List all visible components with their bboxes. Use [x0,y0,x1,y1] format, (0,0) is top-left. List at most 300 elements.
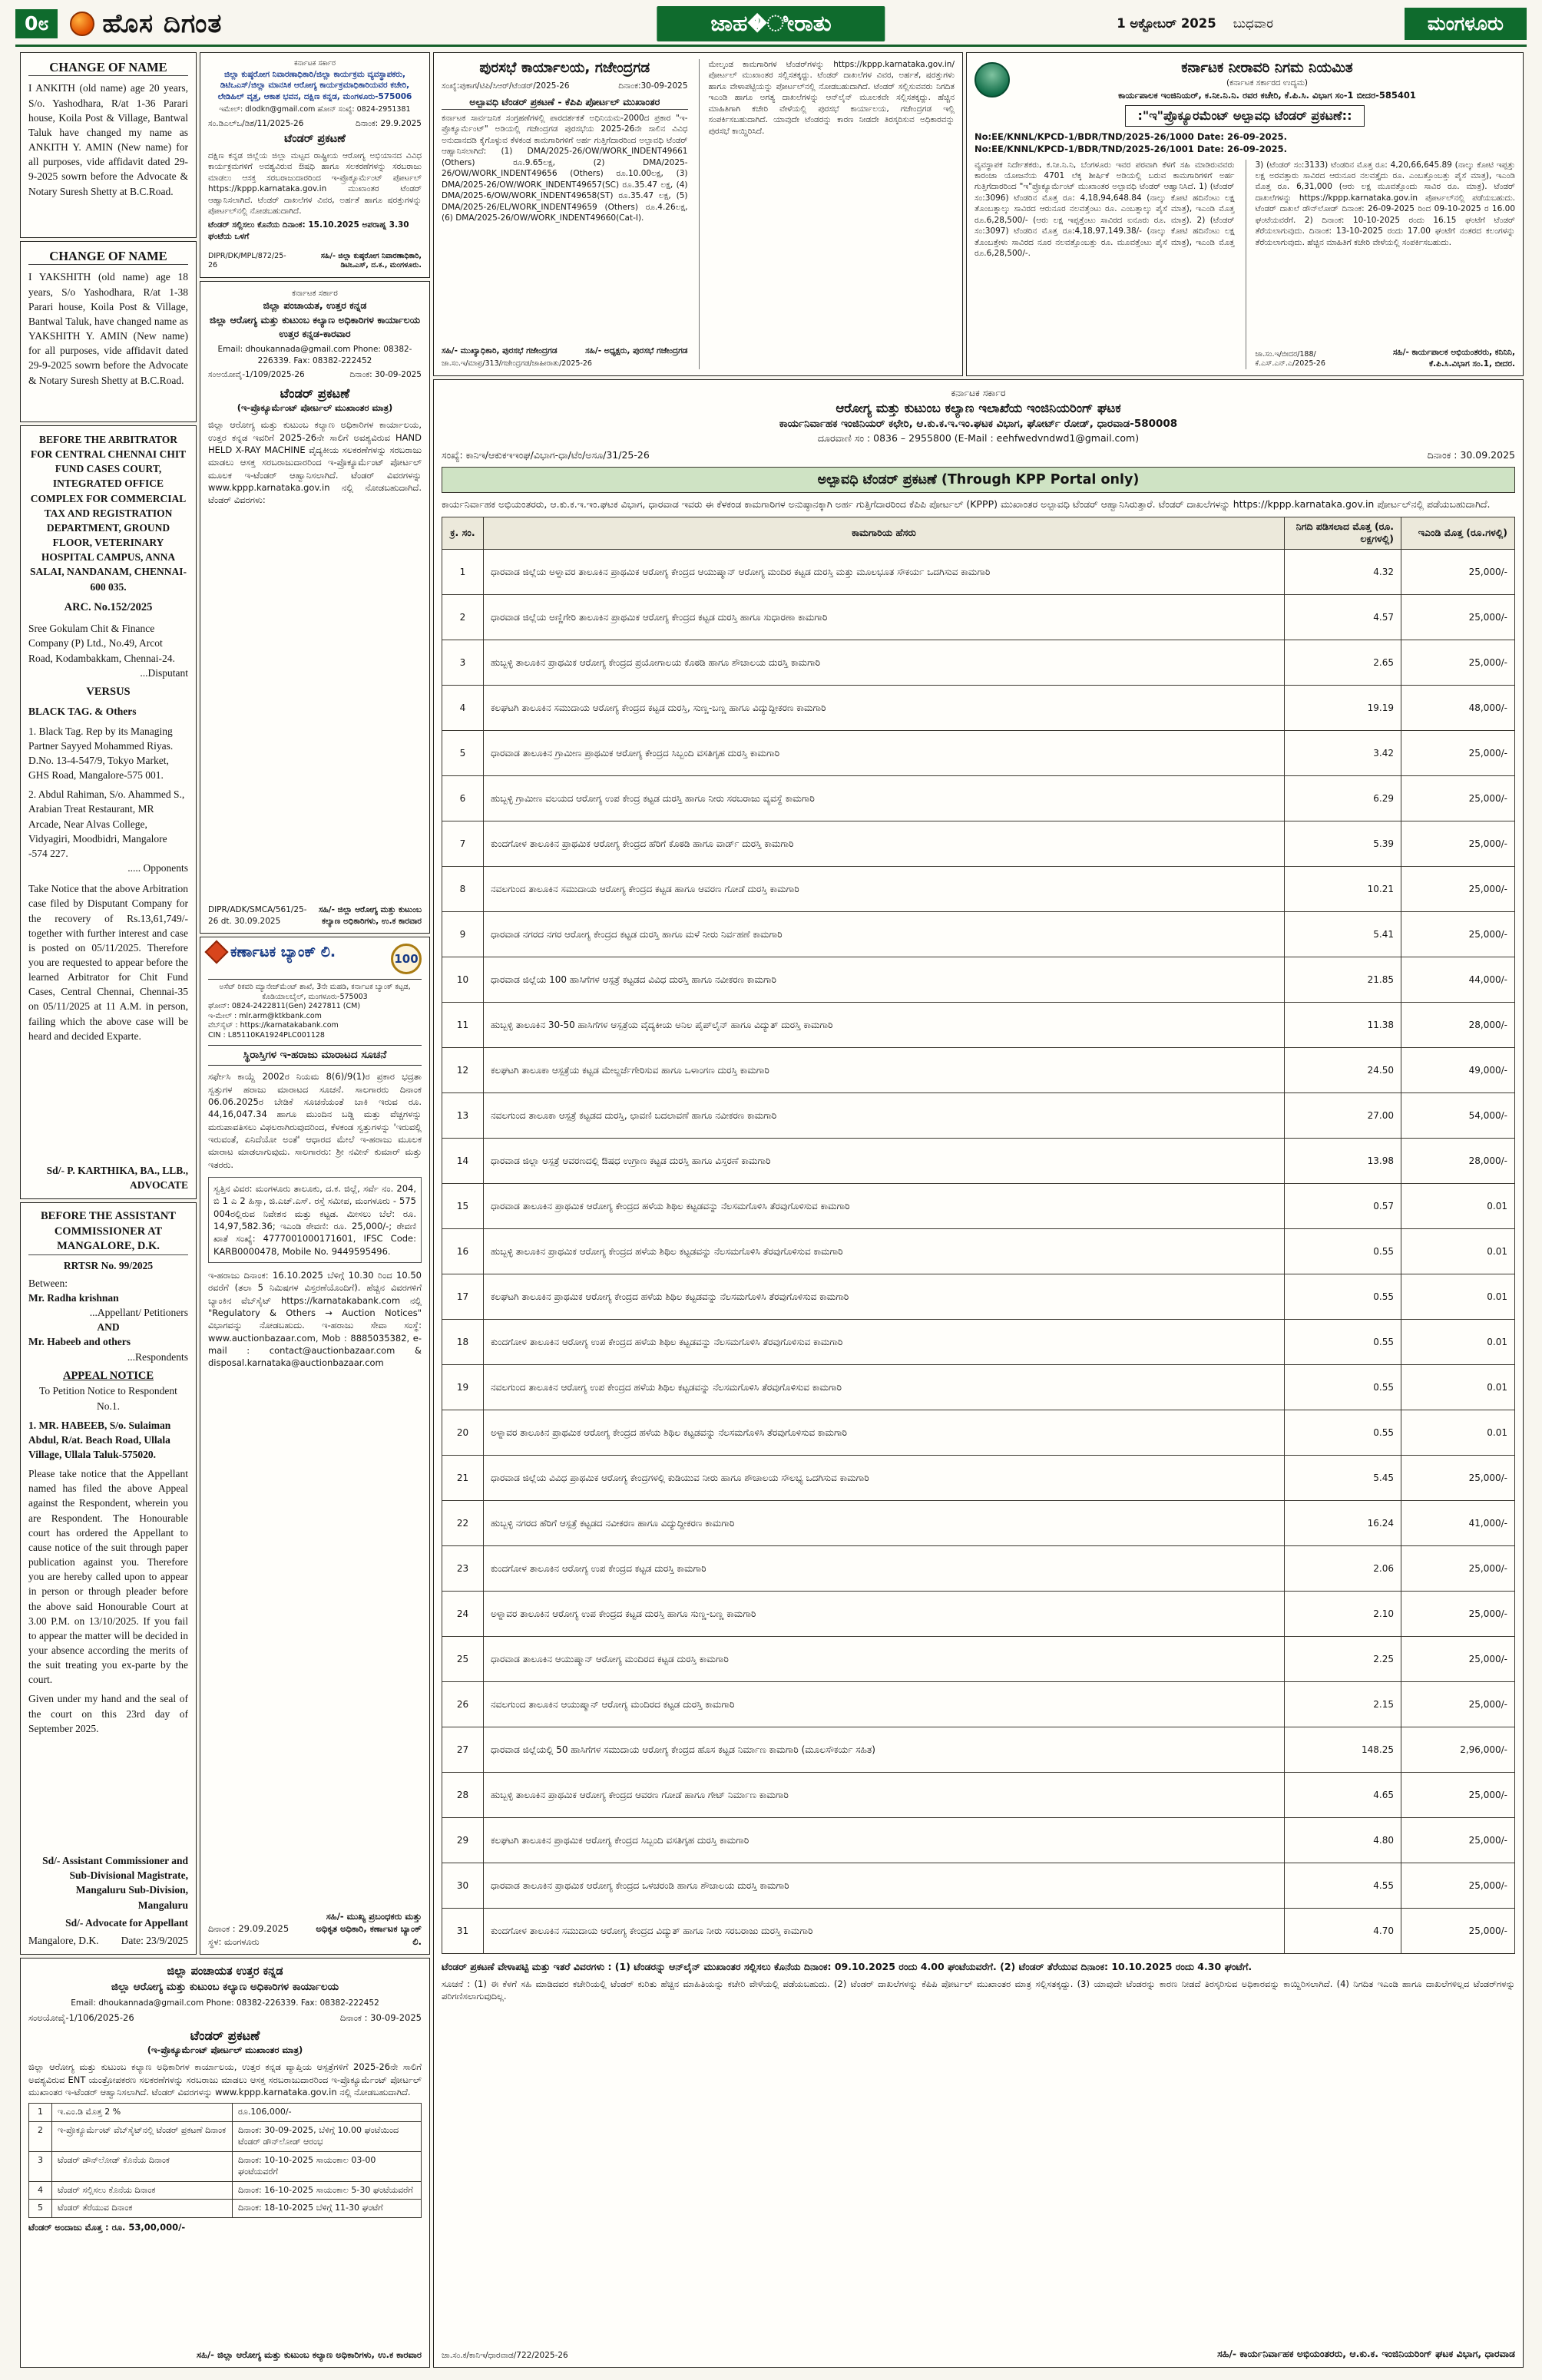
tender-schedule-row [29,2151,422,2181]
work-description: ಧಾರವಾಡ ತಾಲೂಕಿನ ಪ್ರಾಥಮಿಕ ಆರೋಗ್ಯ ಕೇಂದ್ರದ ಒಳಚರಂಡಿ ಹಾಗೂ ಶೌಚಾಲಯ ದುರಸ್ತಿ ಕಾಮಗಾರಿ [484,1863,1285,1909]
auction-heading: ಸ್ಥಿರಾಸ್ತಿಗಳ ಇ-ಹರಾಜು ಮಾರಾಟದ ಸೂಚನೆ [208,1045,422,1066]
opponents-tag: ..... Opponents [127,862,188,874]
corporation-name: ಕರ್ನಾಟಕ ನೀರಾವರಿ ನಿಗಮ ನಿಯಮಿತ [1181,60,1353,76]
work-amount: 24.50 [1285,1048,1401,1093]
work-amount: 2.06 [1285,1546,1401,1592]
tender-subheading: ಅಲ್ಪಾವಧಿ ಟೆಂಡರ್ ಪ್ರಕಟಣೆ - ಕೆಪಿಪಿ ಪೋರ್ಟಲ್ ಮುಖಾಂತರ [442,95,688,110]
masthead-title: ಹೊಸ ದಿಗಂತ [102,8,223,39]
appeal-subheading: To Petition Notice to Respondent No.1. [39,1385,177,1412]
work-description: ಧಾರವಾಡ ಜಿಲ್ಲೆಯ 100 ಹಾಸಿಗೆಗಳ ಆಸ್ಪತ್ರೆ ಕಟ್ಟಡದ ವಿವಿಧ ದುರಸ್ತಿ ಹಾಗೂ ನವೀಕರಣ ಕಾಮಗಾರಿ [484,957,1285,1003]
work-emd: 25,000/- [1401,1818,1515,1863]
notice-title: CHANGE OF NAME [28,59,188,76]
row-number: 4 [29,2181,52,2200]
work-amount: 19.19 [1285,686,1401,731]
works-table-body [442,550,1515,1954]
signature: ಸಹಿ/- ಕಾರ್ಯಪಾಲಕ ಅಭಿಯಂತರರು, ಕನಿನಿನಿ, ಕೆ.ಪಿ.ಸಿ.ವಿಭಾಗ ಸಂ.1, ಬೀದರ. [1392,348,1515,369]
works-table-row [442,1456,1515,1501]
work-emd: 0.01 [1401,1229,1515,1274]
work-description: ಕಲಘಟಗಿ ತಾಲೂಕಿನ ಸಮುದಾಯ ಆರೋಗ್ಯ ಕೇಂದ್ರದ ಕಟ್ಟಡ ದುರಸ್ತಿ, ಸುಣ್ಣ-ಬಣ್ಣ ಹಾಗೂ ವಿದ್ಯುದ್ದೀಕರಣ ಕಾಮಗಾರಿ [484,686,1285,731]
tender-subheading: (ಇ-ಪ್ರೊಕ್ಯೂರ್ಮೆಂಟ್ ಪೋರ್ಟಲ್ ಮುಖಾಂತರ ಮಾತ್ರ) [237,402,393,414]
office-heading: ಪುರಸಭೆ ಕಾರ್ಯಾಲಯ, ಗಜೇಂದ್ರಗಡ [479,60,650,76]
col-serial: ಕ್ರ. ಸಂ. [442,517,484,550]
bank-cin: CIN : L85110KA1924PLC001128 [208,1030,325,1040]
work-emd: 28,000/- [1401,1139,1515,1184]
ref-number: ಸಂ.ಡಿಎಲ್ಒ/ಡಿಶ/11/2025-26 [208,118,304,128]
works-table-row [442,686,1515,731]
work-description: ಧಾರವಾಡ ಜಿಲ್ಲಾ ಆಸ್ಪತ್ರೆ ಆವರಣದಲ್ಲಿ ಔಷಧ ಉಗ್ರಾಣ ಕಟ್ಟಡ ದುರಸ್ತಿ ಹಾಗೂ ವಿಸ್ತರಣೆ ಕಾಮಗಾರಿ [484,1139,1285,1184]
edition-date: 1 ಅಕ್ಟೋಬರ್ 2025 [1117,16,1216,31]
work-serial: 30 [442,1863,484,1909]
notice-date: ದಿನಾಂಕ : 30.09.2025 [1427,449,1515,461]
signature-chief-officer: ಸಹಿ/- ಮುಖ್ಯಾಧಿಕಾರಿ, ಪುರಸಭೆ ಗಜೇಂದ್ರಗಡ [442,345,558,355]
work-description: ಧಾರವಾಡ ಜಿಲ್ಲೆಯಲ್ಲಿ 50 ಹಾಸಿಗೆಗಳ ಸಮುದಾಯ ಆರೋಗ್ಯ ಕೇಂದ್ರದ ಹೊಸ ಕಟ್ಟಡ ನಿರ್ಮಾಣ ಕಾಮಗಾರಿ (ಮೂಲಸೌಕರ್ಯ ಸಹಿತ) [484,1727,1285,1773]
corporation-subtitle: (ಕರ್ನಾಟಕ ಸರ್ಕಾರದ ಉದ್ಯಮ) [1226,78,1308,88]
office-contact[interactable]: Email: dhoukannada@gmail.com Phone: 08382-226339. Fax: 08382-222452 [217,345,412,365]
tender-heading: ಟೆಂಡರ್ ಪ್ರಕಟಣೆ [190,2028,260,2043]
between-label: Between: [28,1277,68,1289]
work-amount: 4.55 [1285,1863,1401,1909]
col-work-name: ಕಾಮಗಾರಿಯ ಹೆಸರು [484,517,1285,550]
knnl-emblem-icon [975,62,1010,98]
work-serial: 21 [442,1456,484,1501]
work-description: ನವಲಗುಂದ ತಾಲೂಕಿನ ಆರೋಗ್ಯ ಉಪ ಕೇಂದ್ರದ ಹಳೆಯ ಶಿಥಿಲ ಕಟ್ಟಡವನ್ನು ನೆಲಸಮಗೊಳಿಸಿ ತೆರವುಗೊಳಿಸುವ ಕಾಮಗಾರಿ [484,1365,1285,1410]
bank-email[interactable]: ಇ-ಮೇಲ್ : mlr.arm@ktkbank.com [208,1011,322,1020]
tender-subheading: (ಇ-ಪ್ರೊಕ್ಯೂರ್ಮೆಂಟ್ ಪೋರ್ಟಲ್ ಮುಖಾಂತರ ಮಾತ್ರ) [147,2044,303,2055]
ref-number: ಸಂಖ್ಯೆ:ಪುಕಾಗ/ಟಿಪಿ/ಸಿಆರ್/ಟೆಂಡರ್/2025-26 [442,81,570,91]
notice-date: ದಿನಾಂಕ:30-09-2025 [618,81,688,91]
govt-line: ಕರ್ನಾಟಕ ಸರ್ಕಾರ [292,289,338,298]
signature: ಸಹಿ/- ಜಿಲ್ಲಾ ಕುಷ್ಠರೋಗ ನಿವಾರಣಾಧಿಕಾರಿ, ಡಿಟಿಒಎಸ್, ದ.ಕ., ಮಂಗಳೂರು. [320,251,422,270]
works-table-head [442,517,1515,550]
row-description: ಟೆಂಡರ್ ಡೌನ್‌ಲೋಡ್ ಕೊನೆಯ ದಿನಾಂಕ [52,2151,233,2181]
work-amount: 5.39 [1285,821,1401,867]
work-amount: 4.65 [1285,1773,1401,1818]
work-amount: 0.55 [1285,1320,1401,1365]
office-address: ಕಾರ್ಯನಿರ್ವಾಹಕ ಇಂಜಿನಿಯರ್ ಕಛೇರಿ, ಆ.ಕು.ಕ.ಇ.ಇಂ.ಘಟಕ ವಿಭಾಗ, ಘೋರ್ಟ್ ರೋಡ್, ಧಾರವಾಡ-580008 [779,417,1178,430]
notice-body: I YAKSHITH (old name) age 18 years, S/o Yashodhara, R/at 1-38 Parari house, Koila Post & Village, Bantwal Taluk, have changed name as YAKSHITH Y. AMIN (New name) for all purposes, vide affidavit dated 29-9-2025 sowrn before the Advocate & Notary Suresh Shetty at B.C.Road. [28,271,188,386]
court-title: BEFORE THE ASSISTANT COMMISSIONER AT MANGALORE, D.K. [28,1209,188,1255]
work-amount: 13.98 [1285,1139,1401,1184]
date: Date: 23/9/2025 [121,1934,188,1946]
work-emd: 25,000/- [1401,1592,1515,1637]
work-amount: 2.65 [1285,640,1401,686]
notice-title: CHANGE OF NAME [28,248,188,265]
work-emd: 25,000/- [1401,640,1515,686]
disputant-tag: ...Disputant [140,666,188,679]
dharwad-engineering-tender-notice [433,379,1524,2368]
work-description: ಕುಂದಗೋಳ ತಾಲೂಕಿನ ಪ್ರಾಥಮಿಕ ಆರೋಗ್ಯ ಕೇಂದ್ರದ ಹೆರಿಗೆ ಕೊಠಡಿ ಹಾಗೂ ವಾರ್ಡ್ ದುರಸ್ತಿ ಕಾಮಗಾರಿ [484,821,1285,867]
work-serial: 2 [442,595,484,640]
work-serial: 7 [442,821,484,867]
leprosy-office-tender-notice [200,52,430,278]
tender-heading: ಟೆಂಡರ್ ಪ್ರಕಟಣೆ [280,385,350,401]
work-serial: 26 [442,1682,484,1727]
works-table [442,517,1515,1955]
bank-name: ಕರ್ಣಾಟಕ ಬ್ಯಾಂಕ್ ಲಿ. [230,944,336,960]
auction-body-1: ಸರ್ಫೇಸಿ ಕಾಯ್ದೆ 2002ರ ನಿಯಮ 8(6)/9(1)ರ ಪ್ರಕಾರ ಭದ್ರತಾ ಸ್ವತ್ತುಗಳ ಹರಾಜು ಮಾರಾಟದ ಸೂಚನೆ. ಸಾಲಗಾರರು ದಿನಾಂಕ 06.06.2025ರ ಬೇಡಿಕೆ ಸೂಚನೆಯಂತೆ ಬಾಕಿ ಇರುವ ರೂ. 44,16,047.34 ಹಾಗೂ ಮುಂದಿನ ಬಡ್ಡಿ ಮತ್ತು ವೆಚ್ಚಗಳನ್ನು ಮರುಪಾವತಿಸಲು ವಿಫಲರಾಗಿರುವುದರಿಂದ, ಕೆಳಕಂಡ ಸ್ವತ್ತುಗಳನ್ನು 'ಇರುವಲ್ಲಿ ಇರುವಂತೆ, ಏನಿದೆಯೋ ಅಂತೆ' ಆಧಾರದ ಮೇಲೆ ಇ-ಹರಾಜು ಮೂಲಕ ಮಾರಾಟ ಮಾಡಲಾಗುವುದು. ಸಾಲಗಾರರು: ಶ್ರೀ ನವೀನ್ ಕುಮಾರ್ ಮತ್ತು ಇತರರು. [208,1071,422,1170]
work-amount: 4.32 [1285,550,1401,595]
work-amount: 0.55 [1285,1365,1401,1410]
work-description: ಹುಬ್ಬಳ್ಳಿ ತಾಲೂಕಿನ 30-50 ಹಾಸಿಗೆಗಳ ಆಸ್ಪತ್ರೆಯ ವೈದ್ಯಕೀಯ ಅನಿಲ ಪೈಪ್‌ಲೈನ್ ಹಾಗೂ ವಿದ್ಯುತ್ ದುರಸ್ತಿ ಕಾಮಗಾರಿ [484,1003,1285,1048]
opponent-1: 1. Black Tag. Rep by its Managing Partner Sayyed Mohammed Riyas. D.No. 13-4-547/9, Tokyo Market, GHS Road, Mangalore-575 001. [28,725,174,782]
work-emd: 25,000/- [1401,1909,1515,1954]
tender-body: ಜಿಲ್ಲಾ ಆರೋಗ್ಯ ಮತ್ತು ಕುಟುಂಬ ಕಲ್ಯಾಣ ಅಧಿಕಾರಿಗಳ ಕಾರ್ಯಾಲಯ, ಉತ್ತರ ಕನ್ನಡ ಇವರಿಗೆ 2025-26ನೇ ಸಾಲಿಗೆ ಅವಶ್ಯವಿರುವ HAND HELD X-RAY MACHINE ವೈದ್ಯಕೀಯ ಸಲಕರಣೆಗಳನ್ನು ಸರಬರಾಜು ಮಾಡಲು ಆಸಕ್ತ ಸರಬರಾಜುದಾರರಿಂದ ಇ-ಪ್ರೊಕ್ಯೂರ್ಮೆಂಟ್ ಪೋರ್ಟಲ್ ಮೂಲಕ ಇ-ಟೆಂಡರ್ ಆಹ್ವಾನಿಸಲಾಗಿದೆ. ಟೆಂಡರ್ ವಿವರಗಳನ್ನು www.kppp.karnataka.gov.in ನಲ್ಲಿ ನೋಡಬಹುದಾಗಿದೆ. ಟೆಂಡರ್ ವಿವರಗಳು: [208,419,422,506]
ent-equipment-tender-notice [20,1958,430,2368]
work-serial: 9 [442,912,484,957]
ref-number: ಸಂಖ್ಯೆ: ಕಾನಿಇ/ಆಕುಕಇಇಂಘ/ವಿಭಾಗ-ಧಾ/ಟೆಂ/ಅಸೂ/31/25-26 [442,449,650,461]
work-amount: 4.70 [1285,1909,1401,1954]
case-number: ARC. No.152/2025 [64,600,153,613]
work-amount: 3.42 [1285,731,1401,776]
office-contact[interactable]: Email: dhoukannada@gmail.com Phone: 08382-226339. Fax: 08382-222452 [71,1998,379,2008]
arbitrator-court-notice [20,425,197,1199]
work-emd: 0.01 [1401,1320,1515,1365]
work-amount: 0.55 [1285,1410,1401,1456]
row-description: ಇ-ಪ್ರೊಕ್ಯೂರ್ಮೆಂಟ್ ವೆಬ್‌ಸೈಟ್‌ನಲ್ಲಿ ಟೆಂಡರ್ ಪ್ರಕಟಣೆ ದಿನಾಂಕ [52,2122,233,2152]
work-serial: 13 [442,1093,484,1139]
auction-date: ದಿನಾಂಕ : 29.09.2025 [208,1923,290,1935]
work-serial: 17 [442,1274,484,1320]
office-address: ಕಾರ್ಯಪಾಲಕ ಇಂಜಿನಿಯರ್, ಕ.ನೀ.ನಿ.ನಿ. ರವರ ಕಚೇರಿ, ಕೆ.ಪಿ.ಸಿ. ವಿಭಾಗ ಸಂ-1 ಬೀದರ-585401 [1118,89,1416,101]
work-emd: 25,000/- [1401,1863,1515,1909]
col-emd: ಇಎಂಡಿ ಮೊತ್ತ (ರೂ.ಗಳಲ್ಲಿ) [1401,517,1515,550]
signature: ಸಹಿ/- ಜಿಲ್ಲಾ ಆರೋಗ್ಯ ಮತ್ತು ಕುಟುಂಬ ಕಲ್ಯಾಣ ಅಧಿಕಾರಿಗಳು, ಉ.ಕ ಕಾರವಾರ [196,2349,422,2360]
tender-heading: :"ಇ"ಪ್ರೊಕ್ಯೂರಮೆಂಟ್ ಅಲ್ಪಾವಧಿ ಟೆಂಡರ್ ಪ್ರಕಟಣೆ:: [1125,105,1365,127]
work-emd: 0.01 [1401,1365,1515,1410]
bank-ad-header [208,944,422,980]
work-description: ಹುಬ್ಬಳ್ಳಿ ತಾಲೂಕಿನ ಪ್ರಾಥಮಿಕ ಆರೋಗ್ಯ ಕೇಂದ್ರದ ಆವರಣ ಗೋಡೆ ಹಾಗೂ ಗೇಟ್ ನಿರ್ಮಾಣ ಕಾಮಗಾರಿ [484,1773,1285,1818]
work-amount: 27.00 [1285,1093,1401,1139]
knnl-bidar-tender-notice [966,52,1524,376]
tender-intro: ಕಾರ್ಯನಿರ್ವಾಹಕ ಅಭಿಯಂತರರು, ಆ.ಕು.ಕ.ಇ.ಇಂ.ಘಟಕ ವಿಭಾಗ, ಧಾರವಾಡ ಇವರು ಈ ಕೆಳಕಂಡ ಕಾಮಗಾರಿಗಳ ಅನುಷ್ಠಾನಕ್ಕಾಗಿ ಅರ್ಹ ಗುತ್ತಿಗೆದಾರರಿಂದ ಕೆಪಿಪಿ ಪೋರ್ಟಲ್ (KPPP) ಮುಖಾಂತರ ಅಲ್ಪಾವಧಿ ಟೆಂಡರ್ ಆಹ್ವಾನಿಸಿರುತ್ತಾರೆ. ಟೆಂಡರ್ ದಾಖಲೆಗಳನ್ನು https://kppp.karnataka.gov.in ಪೋರ್ಟಲ್‌ನಲ್ಲಿ ಪಡೆಯಬಹುದಾಗಿದೆ. [442,498,1491,511]
signature-2: Sd/- Advocate for Appellant [65,1916,188,1929]
work-amount: 2.10 [1285,1592,1401,1637]
col-amount: ನಿಗದಿ ಪಡಿಸಲಾದ ಮೊತ್ತ (ರೂ. ಲಕ್ಷಗಳಲ್ಲಿ) [1285,517,1401,550]
change-of-name-notice-2 [20,241,197,422]
estimate-amount: ಟೆಂಡರ್ ಅಂದಾಜು ಮೊತ್ತ : ರೂ. 53,00,000/- [28,2222,186,2233]
work-description: ಕುಂದಗೋಳ ತಾಲೂಕಿನ ಸಮುದಾಯ ಆರೋಗ್ಯ ಕೇಂದ್ರದ ವಿದ್ಯುತ್ ಹಾಗೂ ನೀರು ಸರಬರಾಜು ದುರಸ್ತಿ ಕಾಮಗಾರಿ [484,1909,1285,1954]
work-amount: 5.45 [1285,1456,1401,1501]
row-value: ದಿನಾಂಕ: 18-10-2025 ಬೆಳಿಗ್ಗೆ 11-30 ಘಂಟೆಗೆ [233,2200,422,2218]
work-description: ನವಲಗುಂದ ತಾಲೂಕಿನ ಸಮುದಾಯ ಆರೋಗ್ಯ ಕೇಂದ್ರದ ಕಟ್ಟಡ ಹಾಗೂ ಆವರಣ ಗೋಡೆ ದುರಸ್ತಿ ಕಾಮಗಾರಿ [484,867,1285,912]
bank-branch-address: ಅಸೆಟ್ ರಿಕವರಿ ಮ್ಯಾನೇಜ್‌ಮೆಂಟ್ ಶಾಖೆ, 3ನೇ ಮಹಡಿ, ಕರ್ನಾಟಕ ಬ್ಯಾಂಕ್ ಕಟ್ಟಡ, ಕೊಡಿಯಾಲಬೈಲ್, ಮಂಗಳೂರು-575003 [219,983,411,1001]
ad-ref: ಜಾ.ಸಂ.ಕ/ಕಾನಿಇ/ಧಾರವಾಡ/722/2025-26 [442,2350,568,2360]
work-serial: 8 [442,867,484,912]
work-serial: 23 [442,1546,484,1592]
work-serial: 31 [442,1909,484,1954]
row-number: 3 [29,2151,52,2181]
work-description: ಧಾರವಾಡ ಜಿಲ್ಲೆಯ ಅಳ್ನಾವರ ತಾಲೂಕಿನ ಪ್ರಾಥಮಿಕ ಆರೋಗ್ಯ ಕೇಂದ್ರದ ಆಯುಷ್ಮಾನ್ ಆರೋಗ್ಯ ಮಂದಿರ ಕಟ್ಟಡ ದುರಸ್ತಿ ಮತ್ತು ಮೂಲಭೂತ ಸೌಕರ್ಯ ಒದಗಿಸುವ ಕಾಮಗಾರಿ [484,550,1285,595]
office-line-1: ಜಿಲ್ಲಾ ಪಂಚಾಯತ ಉತ್ತರ ಕನ್ನಡ [167,1965,283,1978]
work-emd: 54,000/- [1401,1093,1515,1139]
assistant-commissioner-appeal-notice [20,1202,197,1955]
office-contact[interactable]: ದೂರವಾಣಿ ಸಂ : 0836 – 2955800 (E-Mail : eehfwedvndwd1@gmail.com) [817,431,1140,444]
work-amount: 10.21 [1285,867,1401,912]
work-description: ಹುಬ್ಬಳ್ಳಿ ನಗರದ ಹೆರಿಗೆ ಆಸ್ಪತ್ರೆ ಕಟ್ಟಡದ ನವೀಕರಣ ಹಾಗೂ ವಿದ್ಯುದ್ದೀಕರಣ ಕಾಮಗಾರಿ [484,1501,1285,1546]
work-description: ಕುಂದಗೋಳ ತಾಲೂಕಿನ ಆರೋಗ್ಯ ಉಪ ಕೇಂದ್ರದ ಕಟ್ಟಡ ದುರಸ್ತಿ ಕಾಮಗಾರಿ [484,1546,1285,1592]
office-line-3: ಉತ್ತರ ಕನ್ನಡ-ಕಾರವಾರ [279,327,351,339]
work-emd: 0.01 [1401,1410,1515,1456]
page-number-badge: 0೮ [15,9,58,38]
signature: Sd/- P. KARTHIKA, BA., LLB., [46,1164,188,1176]
work-serial: 29 [442,1818,484,1863]
works-table-row [442,1229,1515,1274]
works-table-row [442,1003,1515,1048]
change-of-name-notice-1 [20,52,197,238]
works-table-row [442,1365,1515,1410]
ref-number: ಸಂಅಯೋವೈ-1/106/2025-26 [28,2012,134,2024]
header-divider [15,45,1527,47]
works-table-row [442,1637,1515,1682]
auction-property-details: ಸ್ವತ್ತಿನ ವಿವರ: ಮಂಗಳೂರು ತಾಲೂಕು, ದ.ಕ. ಜಿಲ್ಲೆ, ಸರ್ವೆ ನಂ. 204, ಬಿ 1 ಎ 2 ಹಿಸ್ಸಾ, ಜಿ.ಎಚ್.ಎಸ್. ರಸ್ತೆ ಸಮೀಪ, ಮಂಗಳೂರು - 575 004ರಲ್ಲಿರುವ ನಿವೇಶನ ಮತ್ತು ಕಟ್ಟಡ. ಮೀಸಲು ಬೆಲೆ: ರೂ. 14,97,582.36; ಇಎಂಡಿ ಠೇವಣಿ: ರೂ. 25,000/-; ಠೇವಣಿ ಖಾತೆ ಸಂಖ್ಯೆ: 4777001000171601, IFSC Code: KARB0000478, Mobile No. 9449595496. [208,1177,422,1263]
notice-body-2: Given under my hand and the seal of the court on this 23rd day of September 2025. [28,1693,188,1734]
place: Mangalore, D.K. [28,1934,99,1946]
works-table-row [442,776,1515,821]
auction-place: ಸ್ಥಳ: ಮಂಗಳೂರು [208,1935,260,1947]
work-serial: 5 [442,731,484,776]
disputant-party: Sree Gokulam Chit & Finance Company (P) Ltd., No.49, Arcot Road, Kodambakkam, Chennai-24. [28,623,175,664]
work-emd: 0.01 [1401,1274,1515,1320]
work-amount: 4.80 [1285,1818,1401,1863]
work-description: ಧಾರವಾಡ ನಗರದ ನಗರ ಆರೋಗ್ಯ ಕೇಂದ್ರದ ಕಟ್ಟಡ ದುರಸ್ತಿ ಹಾಗೂ ಮಳೆ ನೀರು ನಿರ್ವಹಣೆ ಕಾಮಗಾರಿ [484,912,1285,957]
and-label: AND [97,1321,120,1334]
works-table-row [442,1773,1515,1818]
work-emd: 25,000/- [1401,1546,1515,1592]
appellant-tag: ...Appellant/ Petitioners [89,1307,188,1319]
work-emd: 25,000/- [1401,1773,1515,1818]
edition-date-block [1117,15,1273,31]
tender-schedule-body [29,2104,422,2218]
work-serial: 15 [442,1184,484,1229]
work-description: ಕಲಘಟಗಿ ತಾಲೂಕಾ ಆಸ್ಪತ್ರೆಯ ಕಟ್ಟಡ ಮೇಲ್ದರ್ಜೆಗೇರಿಸುವ ಹಾಗೂ ಒಳಾಂಗಣ ದುರಸ್ತಿ ಕಾಮಗಾರಿ [484,1048,1285,1093]
works-table-row [442,957,1515,1003]
work-description: ಧಾರವಾಡ ಜಿಲ್ಲೆಯ ವಿವಿಧ ಪ್ರಾಥಮಿಕ ಆರೋಗ್ಯ ಕೇಂದ್ರಗಳಲ್ಲಿ ಕುಡಿಯುವ ನೀರು ಹಾಗೂ ಶೌಚಾಲಯ ಸೌಲಭ್ಯ ಒದಗಿಸುವ ಕಾಮಗಾರಿ [484,1456,1285,1501]
work-emd: 25,000/- [1401,731,1515,776]
office-contact[interactable]: ಇಮೇಲ್: dlodkn@gmail.com ಹೋನ್ ಸಂಖ್ಯೆ: 0824-2951381 [219,104,411,114]
appellant-name: Mr. Radha krishnan [28,1292,119,1304]
work-serial: 10 [442,957,484,1003]
work-description: ಹುಬ್ಬಳ್ಳಿ ತಾಲೂಕಿನ ಪ್ರಾಥಮಿಕ ಆರೋಗ್ಯ ಕೇಂದ್ರದ ಹಳೆಯ ಶಿಥಿಲ ಕಟ್ಟಡವನ್ನು ನೆಲಸಮಗೊಳಿಸಿ ತೆರವುಗೊಳಿಸುವ ಕಾಮಗಾರಿ [484,1229,1285,1274]
ref-number: ಸಂಅಯೋವೈ-1/109/2025-26 [208,370,305,380]
tender-ref-1: No:EE/KNNL/KPCD-1/BDR/TND/2025-26/1000 Date: 26-09-2025. [975,131,1287,142]
bank-phone[interactable]: ಘೋನ್: 0824-2422811(Gen) 2427811 (CM) [208,1002,361,1011]
govt-line: ಕರ್ನಾಟಕ ಸರ್ಕಾರ [951,387,1006,398]
work-amount: 21.85 [1285,957,1401,1003]
works-table-row [442,1546,1515,1592]
opponent-title: BLACK TAG. & Others [28,706,137,718]
tender-item-list [208,511,422,514]
office-line-2: ಜಿಲ್ಲಾ ಆರೋಗ್ಯ ಮತ್ತು ಕುಟುಂಬ ಕಲ್ಯಾಣ ಅಧಿಕಾರಿಗಳ ಕಾರ್ಯಾಲಯ [209,313,421,326]
work-description: ಹುಬ್ಬಳ್ಳಿ ಗ್ರಾಮೀಣ ವಲಯದ ಆರೋಗ್ಯ ಉಪ ಕೇಂದ್ರ ಕಟ್ಟಡ ದುರಸ್ತಿ ಹಾಗೂ ನೀರು ಸರಬರಾಜು ವ್ಯವಸ್ಥೆ ಕಾಮಗಾರಿ [484,776,1285,821]
masthead-emblem-icon [70,12,94,36]
karnataka-bank-auction-ad [200,937,430,1955]
work-emd: 44,000/- [1401,957,1515,1003]
works-table-row [442,1592,1515,1637]
work-description: ಅಳ್ನಾವರ ತಾಲೂಕಿನ ಆರೋಗ್ಯ ಉಪ ಕೇಂದ್ರದ ಕಟ್ಟಡ ದುರಸ್ತಿ ಹಾಗೂ ಸುಣ್ಣ-ಬಣ್ಣ ಕಾಮಗಾರಿ [484,1592,1285,1637]
works-table-row [442,1501,1515,1546]
page-header [15,6,1527,41]
bank-website[interactable]: ವೆಬ್‌ಸೈಟ್ : https://karnatakabank.com [208,1021,339,1030]
tender-schedule-row [29,2200,422,2218]
office-address: ಲೇಡಿಹಿಲ್ ವೃತ್ತ, ಆಕಾಶ ಭವನ, ದಕ್ಷಿಣ ಕನ್ನಡ, ಮಂಗಳೂರು-575006 [217,91,412,101]
work-description: ಅಳ್ನಾವರ ತಾಲೂಕಿನ ಪ್ರಾಥಮಿಕ ಆರೋಗ್ಯ ಕೇಂದ್ರದ ಹಳೆಯ ಶಿಥಿಲ ಕಟ್ಟಡವನ್ನು ನೆಲಸಮಗೊಳಿಸಿ ತೆರವುಗೊಳಿಸುವ ಕಾಮಗಾರಿ [484,1410,1285,1456]
row-number: 5 [29,2200,52,2218]
tender-ref-2: No:EE/KNNL/KPCD-1/BDR/TND/2025-26/1001 Date: 26-09-2025. [975,144,1287,155]
bank-emblem-icon [204,940,228,964]
work-description: ಧಾರವಾಡ ಜಿಲ್ಲೆಯ ಅಣ್ಣಿಗೇರಿ ತಾಲೂಕಿನ ಪ್ರಾಥಮಿಕ ಆರೋಗ್ಯ ಕೇಂದ್ರದ ಕಟ್ಟಡ ದುರಸ್ತಿ ಹಾಗೂ ಸುಧಾರಣಾ ಕಾಮಗಾರಿ [484,595,1285,640]
work-serial: 1 [442,550,484,595]
work-serial: 20 [442,1410,484,1456]
respondent-tag: ...Respondents [127,1350,188,1363]
signature-president: ಸಹಿ/- ಅಧ್ಯಕ್ಷರು, ಪುರಸಭೆ ಗಜೇಂದ್ರಗಡ [585,345,688,355]
work-emd: 25,000/- [1401,595,1515,640]
office-line-2: ಜಿಲ್ಲಾ ಆರೋಗ್ಯ ಮತ್ತು ಕುಟುಂಬ ಕಲ್ಯಾಣ ಅಧಿಕಾರಿಗಳ ಕಾರ್ಯಾಲಯ [111,1980,339,1993]
work-serial: 24 [442,1592,484,1637]
works-table-row [442,640,1515,686]
signature: ಸಹಿ/- ಕಾರ್ಯನಿರ್ವಾಹಕ ಅಭಿಯಂತರರು, ಆ.ಕು.ಕ. ಇಂಜಿನಿಯರಿಂಗ್ ಘಟಕ ವಿಭಾಗ, ಧಾರವಾಡ [1217,2347,1515,2359]
auction-body-3: ಇ-ಹರಾಜು ದಿನಾಂಕ: 16.10.2025 ಬೆಳಿಗ್ಗೆ 10.30 ರಿಂದ 10.50 ರವರೆಗೆ (ತಲಾ 5 ನಿಮಿಷಗಳ ವಿಸ್ತರಣೆಯೊಂದಿಗೆ). ಹೆಚ್ಚಿನ ವಿವರಗಳಿಗೆ ಬ್ಯಾಂಕಿನ ವೆಬ್‌ಸೈಟ್ https://karnatakabank.com ನಲ್ಲಿ "Regulatory & Others → Auction Notices" ವಿಭಾಗವನ್ನು ನೋಡಬಹುದು. ಇ-ಹರಾಜು ಸೇವಾ ಸಂಸ್ಥೆ: www.auctionbazaar.com, Mob : 8885035382, e-mail : contact@auctionbazaar.com & disposal.karnataka@auctionbazaar.com [208,1269,422,1369]
work-amount: 5.41 [1285,912,1401,957]
work-serial: 16 [442,1229,484,1274]
works-table-row [442,1818,1515,1863]
ad-ref: ಜಾ.ಸಂ.ಇ/ಬೀದರ/188/ಕೆ.ಎಸ್.ಎನ್.ಎ/2025-26 [1255,349,1325,369]
work-emd: 0.01 [1401,1184,1515,1229]
work-description: ಕುಂದಗೋಳ ತಾಲೂಕಿನ ಆರೋಗ್ಯ ಉಪ ಕೇಂದ್ರದ ಹಳೆಯ ಶಿಥಿಲ ಕಟ್ಟಡವನ್ನು ನೆಲಸಮಗೊಳಿಸಿ ತೆರವುಗೊಳಿಸುವ ಕಾಮಗಾರಿ [484,1320,1285,1365]
work-emd: 28,000/- [1401,1003,1515,1048]
work-serial: 11 [442,1003,484,1048]
works-table-row [442,1093,1515,1139]
work-serial: 14 [442,1139,484,1184]
work-description: ಧಾರವಾಡ ತಾಲೂಕಿನ ಆಯುಷ್ಮಾನ್ ಆರೋಗ್ಯ ಮಂದಿರದ ಕಟ್ಟಡ ದುರಸ್ತಿ ಕಾಮಗಾರಿ [484,1637,1285,1682]
bank-centenary-badge: 100 [391,944,422,974]
notice-body: Take Notice that the above Arbitration case filed by Disputant Company for the recovery of Rs.13,61,749/- together with further interest and case is posted on 05/11/2025. Therefore you are requested to appear before the learned Arbitrator for Chit Fund Cases, Central Chennai, Chennai-35 on 05/11/2025 at 11 A.M. in person, failing which the above case will be heard and decided Exparte. [28,883,188,1042]
ad-ref: ಜಾ.ಸಂ.ಇ/ಮಾಪ್ರ/313/ಗಜೇಂದ್ರಗಡ/ಜಾಹೀರಾತು/2025-26 [442,359,592,369]
work-amount: 2.15 [1285,1682,1401,1727]
row-description: ಟೆಂಡರ್ ಸಲ್ಲಿಸಲು ಕೊನೆಯ ದಿನಾಂಕ [52,2181,233,2200]
work-description: ಧಾರವಾಡ ತಾಲೂಕಿನ ಪ್ರಾಥಮಿಕ ಆರೋಗ್ಯ ಕೇಂದ್ರದ ಹಳೆಯ ಶಿಥಿಲ ಕಟ್ಟಡವನ್ನು ನೆಲಸಮಗೊಳಿಸಿ ತೆರವುಗೊಳಿಸುವ ಕಾಮಗಾರಿ [484,1184,1285,1229]
tender-banner: ಅಲ್ಪಾವಧಿ ಟೆಂಡರ್ ಪ್ರಕಟಣೆ (Through KPP Portal only) [442,467,1515,493]
work-serial: 12 [442,1048,484,1093]
work-serial: 28 [442,1773,484,1818]
work-description: ಕಲಘಟಗಿ ತಾಲೂಕಿನ ಪ್ರಾಥಮಿಕ ಆರೋಗ್ಯ ಕೇಂದ್ರದ ಸಿಬ್ಬಂದಿ ವಸತಿಗೃಹ ದುರಸ್ತಿ ಕಾಮಗಾರಿ [484,1818,1285,1863]
appeal-heading: APPEAL NOTICE [62,1369,154,1382]
works-table-row [442,912,1515,957]
row-description: ಇ.ಎಂ.ಡಿ ಮೊತ್ತ 2 % [52,2104,233,2122]
department-name: ಆರೋಗ್ಯ ಮತ್ತು ಕುಟುಂಬ ಕಲ್ಯಾಣ ಇಲಾಖೆಯ ಇಂಜಿನಿಯರಿಂಗ್ ಘಟಕ [836,401,1121,416]
work-emd: 25,000/- [1401,776,1515,821]
row-value: ದಿನಾಂಕ: 30-09-2025, ಬೆಳಿಗ್ಗೆ 10.00 ಘಂಟೆಯಿಂದ ಟೆಂಡರ್ ಡೌನ್‌ಲೋಡ್ ಆರಂಭ [233,2122,422,2152]
work-serial: 6 [442,776,484,821]
work-amount: 148.25 [1285,1727,1401,1773]
tender-schedule: ಟೆಂಡರ್ ಪ್ರಕಟಣೆ ವೇಳಾಪಟ್ಟಿ ಮತ್ತು ಇತರೆ ವಿವರಗಳು : (1) ಟೆಂಡರನ್ನು ಆನ್‌ಲೈನ್ ಮುಖಾಂತರ ಸಲ್ಲಿಸಲು ಕೊನೆಯ ದಿನಾಂಕ: 09.10.2025 ರಂದು 4.00 ಘಂಟೆಯವರೆಗೆ. (2) ಟೆಂಡರ್ ತೆರೆಯುವ ದಿನಾಂಕ: 10.10.2025 ರಂದು 4.30 ಘಂಟೆಗೆ. [442,1961,1252,1973]
case-number: RRTSR No. 99/2025 [63,1259,154,1271]
notice-date: ದಿನಾಂಕ: 30-09-2025 [349,370,422,380]
court-title: BEFORE THE ARBITRATOR FOR CENTRAL CHENNAI CHIT FUND CASES COURT, INTEGRATED OFFICE COMPLEX FOR COMMERCIAL TAX AND REGISTRATION DEPARTMENT, GROUND FLOOR, VETERINARY HOSPITAL CAMPUS, ANNA SALAI, NANDANAM, CHENNAI-600 035. [29,434,187,593]
work-serial: 3 [442,640,484,686]
works-table-row [442,1909,1515,1954]
row-value: ದಿನಾಂಕ: 10-10-2025 ಸಾಯಂಕಾಲ 03-00 ಘಂಟೆಯವರೆಗೆ [233,2151,422,2181]
signature: ಸಹಿ/- ಮುಖ್ಯ ಪ್ರಬಂಧಕರು ಮತ್ತು ಅಧಿಕೃತ ಅಧಿಕಾರಿ, ಕರ್ಣಾಟಕ ಬ್ಯಾಂಕ್ ಲಿ. [316,1911,422,1947]
row-value: ದಿನಾಂಕ: 16-10-2025 ಸಾಯಂಕಾಲ 5-30 ಘಂಟೆಯವರೆಗೆ [233,2181,422,2200]
work-description: ಹುಬ್ಬಳ್ಳಿ ತಾಲೂಕಿನ ಪ್ರಾಥಮಿಕ ಆರೋಗ್ಯ ಕೇಂದ್ರದ ಪ್ರಯೋಗಾಲಯ ಕೊಠಡಿ ಹಾಗೂ ಶೌಚಾಲಯ ದುರಸ್ತಿ ಕಾಮಗಾರಿ [484,640,1285,686]
works-table-row [442,1682,1515,1727]
tender-schedule-row [29,2122,422,2152]
work-amount: 4.57 [1285,595,1401,640]
work-serial: 4 [442,686,484,731]
work-amount: 0.57 [1285,1184,1401,1229]
works-table-row [442,1727,1515,1773]
work-amount: 6.29 [1285,776,1401,821]
work-serial: 27 [442,1727,484,1773]
row-value: ರೂ.106,000/- [233,2104,422,2122]
works-table-row [442,1184,1515,1229]
respondent-name: Mr. Habeeb and others [28,1336,131,1348]
work-amount: 2.25 [1285,1637,1401,1682]
work-amount: 11.38 [1285,1003,1401,1048]
work-amount: 16.24 [1285,1501,1401,1546]
gajendragad-municipal-tender-notice [433,52,963,376]
edition-day: ಬುಧವಾರ [1233,16,1273,31]
respondent-address: 1. MR. HABEEB, S/o. Sulaiman Abdul, R/at. Beach Road, Ullala Village, Ullala Taluk-575020. [28,1419,171,1460]
xray-machine-tender-notice [200,281,430,934]
tender-heading: ಟೆಂಡರ್ ಪ್ರಕಟಣೆ [284,133,346,145]
works-table-header-row [442,517,1515,550]
bank-logo [208,944,336,960]
work-amount: 0.55 [1285,1229,1401,1274]
works-table-row [442,731,1515,776]
row-description: ಟೆಂಡರ್ ತೆರೆಯುವ ದಿನಾಂಕ [52,2200,233,2218]
notice-date: ದಿನಾಂಕ: 29.9.2025 [355,118,422,128]
works-table-row [442,1274,1515,1320]
work-description: ಕಲಘಟಗಿ ತಾಲೂಕಿನ ಪ್ರಾಥಮಿಕ ಆರೋಗ್ಯ ಕೇಂದ್ರದ ಹಳೆಯ ಶಿಥಿಲ ಕಟ್ಟಡವನ್ನು ನೆಲಸಮಗೊಳಿಸಿ ತೆರವುಗೊಳಿಸುವ ಕಾಮಗಾರಿ [484,1274,1285,1320]
work-emd: 25,000/- [1401,550,1515,595]
works-table-row [442,867,1515,912]
dipr-ref: DIPR/DK/MPL/872/25-26 [208,251,286,270]
tender-body: ದಕ್ಷಿಣ ಕನ್ನಡ ಜಿಲ್ಲೆಯ ಜಿಲ್ಲಾ ಮಟ್ಟದ ರಾಷ್ಟ್ರೀಯ ಆರೋಗ್ಯ ಅಭಿಯಾನದ ವಿವಿಧ ಕಾರ್ಯಕ್ರಮಗಳಿಗೆ ಅವಶ್ಯವಿರುವ ಔಷಧಿ ಹಾಗೂ ಸಲಕರಣೆಗಳನ್ನು ಸರಬರಾಜು ಮಾಡಲು ಆಸಕ್ತ ಸರಬರಾಜುದಾರರಿಂದ ಇ-ಪ್ರೊಕ್ಯೂರ್ಮೆಂಟ್ ಪೋರ್ಟಲ್ https://kppp.karnataka.gov.in ಮುಖಾಂತರ ಟೆಂಡರ್ ಆಹ್ವಾನಿಸಲಾಗಿದೆ. ಟೆಂಡರ್ ದಾಖಲೆಗಳ ವಿವರ, ಅರ್ಹತೆ ಹಾಗೂ ಷರತ್ತುಗಳನ್ನು ಪೋರ್ಟಲ್‌ನಲ್ಲಿ ನೋಡಬಹುದಾಗಿದೆ. [208,150,422,216]
row-number: 1 [29,2104,52,2122]
tender-schedule-table [28,2103,422,2218]
works-table-row [442,595,1515,640]
section-title-badge: ಜಾಹ�ೀರಾತು [657,6,885,41]
work-emd: 25,000/- [1401,821,1515,867]
edition-city-badge: ಮಂಗಳೂರು [1405,8,1527,40]
tender-body-right: 3) (ಟೆಂಡರ್ ಸಂ:3133) ಟೆಂಡರಿನ ಮೊತ್ತ ರೂ: 4,20,66,645.89 (ನಾಲ್ಕು ಕೋಟಿ ಇಪ್ಪತ್ತು ಲಕ್ಷ ಅರವತ್ತಾರು ಸಾವಿರದ ಆರುನೂರ ನಲವತ್ತೈದು ರೂ. ಎಂಬತ್ತೊಂಬತ್ತು ಪೈಸೆ ಮಾತ್ರ), ಇಎಂಡಿ ಮೊತ್ತ ರೂ. 6,31,000 (ಆರು ಲಕ್ಷ ಮೂವತ್ತೊಂದು ಸಾವಿರ ರೂ. ಮಾತ್ರ). ಟೆಂಡರ್ ದಾಖಲೆಗಳನ್ನು https://kppp.karnataka.gov.in ಪೋರ್ಟಲ್‌ನಲ್ಲಿ ಪಡೆಯಬಹುದು. ಟೆಂಡರ್ ದಾಖಲೆ ಡೌನ್‌ಲೋಡ್ ದಿನಾಂಕ: 26-09-2025 ರಿಂದ 09-10-2025 ರ 16.00 ಘಂಟೆಯವರೆಗೆ. 2) ದಿನಾಂಕ: 10-10-2025 ರಂದು 16.15 ಘಂಟೆಗೆ ಟೆಂಡರ್ ತೆರೆಯಲಾಗುವುದು. ದಿನಾಂಕ: 13-10-2025 ರಂದು 17.00 ಘಂಟೆಗೆ ನಂತರದ ಕಲಂಗಳನ್ನು ತೆರೆಯಲಾಗುವುದು. ಹೆಚ್ಚಿನ ಮಾಹಿತಿಗೆ ಕಚೇರಿ ವೇಳೆಯಲ್ಲಿ ಸಂಪರ್ಕಿಸಬಹುದು. [1255,160,1515,247]
work-emd: 49,000/- [1401,1048,1515,1093]
tender-body-left: ವ್ಯವಸ್ಥಾಪಕ ನಿರ್ದೇಶಕರು, ಕ.ನೀ.ನಿ.ನಿ, ಬೆಂಗಳೂರು ಇವರ ಪರವಾಗಿ ಕೆಳಗೆ ಸಹಿ ಮಾಡಿರುವವರು ಕಾರಂಜಾ ಯೋಜನೆಯ 4701 ಲೆಕ್ಕ ಶೀರ್ಷಿಕೆ ಅಡಿಯಲ್ಲಿ ಬರುವ ಕಾಮಗಾರಿಗಳಿಗೆ ಅರ್ಹ ಗುತ್ತಿಗೆದಾರರಿಂದ "ಇ"ಪ್ರೊಕ್ಯೂರ್ಮೆಂಟ್ ಮುಖಾಂತರ ಅಲ್ಪಾವಧಿ ಟೆಂಡರ್ ಆಹ್ವಾನಿಸಿದೆ. 1) (ಟೆಂಡರ್ ಸಂ:3096) ಟೆಂಡರಿನ ಮೊತ್ತ ರೂ: 4,18,94,648.84 (ನಾಲ್ಕು ಕೋಟಿ ಹದಿನೆಂಟು ಲಕ್ಷ ತೊಂಬತ್ನಾಲ್ಕು ಸಾವಿರದ ಆರುನೂರ ನಲವತ್ತೆಂಟು ರೂ. ಎಂಬತ್ನಾಲ್ಕು ಪೈಸೆ ಮಾತ್ರ), ಇಎಂಡಿ ಮೊತ್ತ ರೂ.6,28,500/- (ಆರು ಲಕ್ಷ ಇಪ್ಪತ್ತೆಂಟು ಸಾವಿರದ ಐನೂರು ರೂ. ಮಾತ್ರ). 2) (ಟೆಂಡರ್ ಸಂ:3097) ಟೆಂಡರಿನ ಮೊತ್ತ ರೂ:4,18,97,149.38/- (ನಾಲ್ಕು ಕೋಟಿ ಹದಿನೆಂಟು ಲಕ್ಷ ತೊಂಬತ್ತೇಳು ಸಾವಿರದ ನೂರ ನಲವತ್ತೊಂಬತ್ತು ರೂ. ಮೂವತ್ತೆಂಟು ಪೈಸೆ ಮಾತ್ರ), ಇಎಂಡಿ ಮೊತ್ತ ರೂ.6,28,500/-. [975,160,1235,259]
work-description: ನವಲಗುಂದ ತಾಲೂಕಿನ ಆಯುಷ್ಮಾನ್ ಆರೋಗ್ಯ ಮಂದಿರದ ಕಟ್ಟಡ ದುರಸ್ತಿ ಕಾಮಗಾರಿ [484,1682,1285,1727]
work-emd: 48,000/- [1401,686,1515,731]
dipr-ref: DIPR/ADK/SMCA/561/25-26 dt. 30.09.2025 [208,905,307,926]
work-serial: 25 [442,1637,484,1682]
work-description: ನವಲಗುಂದ ತಾಲೂಕಾ ಆಸ್ಪತ್ರೆ ಕಟ್ಟಡದ ದುರಸ್ತಿ, ಛಾವಣಿ ಬದಲಾವಣೆ ಹಾಗೂ ನವೀಕರಣ ಕಾಮಗಾರಿ [484,1093,1285,1139]
work-serial: 18 [442,1320,484,1365]
masthead-logo [70,8,222,39]
works-table-row [442,821,1515,867]
work-emd: 25,000/- [1401,1637,1515,1682]
tender-body-left: ಕರ್ನಾಟಕ ಸಾರ್ವಜನಿಕ ಸಂಗ್ರಹಣೆಗಳಲ್ಲಿ ಪಾರದರ್ಶಕತೆ ಅಧಿನಿಯಮ-2000ದ ಪ್ರಕಾರ "ಇ-ಪ್ರೊಕ್ಯೂರ್ಮೆಂಟ್" ಅಡಿಯಲ್ಲಿ ಗಜೇಂದ್ರಗಡ ಪುರಸಭೆಯ 2025-26ನೇ ಸಾಲಿನ ವಿವಿಧ ಅನುದಾನದಡಿ ಕೈಗೊಳ್ಳುವ ಕೆಳಕಂಡ ಕಾಮಗಾರಿಗಳಿಗೆ ಅರ್ಹ ಗುತ್ತಿಗೆದಾರರಿಂದ ಅಲ್ಪಾವಧಿ ಟೆಂಡರ್ ಆಹ್ವಾನಿಸಲಾಗಿದೆ: (1) DMA/2025-26/OW/WORK_INDENT49661 (Others) ರೂ.9.65ಲಕ್ಷ, (2) DMA/2025-26/OW/WORK_INDENT49656 (Others) ರೂ.10.00ಲಕ್ಷ, (3) DMA/2025-26/OW/WORK_INDENT49657(SC) ರೂ.35.47 ಲಕ್ಷ, (4) DMA/2025-6/OW/WORK_INDENT49658(ST) ರೂ.35.47 ಲಕ್ಷ, (5) DMA/2025-26/EL/WORK_INDENT49659 (Others) ರೂ.4.26ಲಕ್ಷ, (6) DMA/2025-26/OW/WORK_INDENT49660(Cat-I). [442,113,688,223]
govt-line: ಕರ್ನಾಟಕ ಸರ್ಕಾರ [294,59,336,68]
tender-deadline: ಟೆಂಡರ್ ಸಲ್ಲಿಸಲು ಕೊನೆಯ ದಿನಾಂಕ: 15.10.2025 ಅಪರಾಹ್ನ 3.30 ಘಂಟೆಯ ಒಳಗೆ [208,220,409,241]
office-line-1: ಜಿಲ್ಲಾ ಪಂಚಾಯತ, ಉತ್ತರ ಕನ್ನಡ [263,299,367,312]
signature: ಸಹಿ/- ಜಿಲ್ಲಾ ಆರೋಗ್ಯ ಮತ್ತು ಕುಟುಂಬ ಕಲ್ಯಾಣ ಅಧಿಕಾರಿಗಳು, ಉ.ಕ ಕಾರವಾರ [319,905,422,926]
notice-date: ದಿನಾಂಕ : 30-09-2025 [339,2012,422,2024]
works-table-row [442,1410,1515,1456]
work-emd: 41,000/- [1401,1501,1515,1546]
work-emd: 25,000/- [1401,912,1515,957]
work-emd: 25,000/- [1401,867,1515,912]
opponent-2: 2. Abdul Rahiman, S/o. Ahammed S., Arabian Treat Restaurant, MR Arcade, Near Alvas College, Vidyagiri, Moodbidri, Mangalore -574 227. [28,788,185,859]
work-description: ಧಾರವಾಡ ತಾಲೂಕಿನ ಗ್ರಾಮೀಣ ಪ್ರಾಥಮಿಕ ಆರೋಗ್ಯ ಕೇಂದ್ರದ ಸಿಬ್ಬಂದಿ ವಸತಿಗೃಹ ದುರಸ್ತಿ ಕಾಮಗಾರಿ [484,731,1285,776]
